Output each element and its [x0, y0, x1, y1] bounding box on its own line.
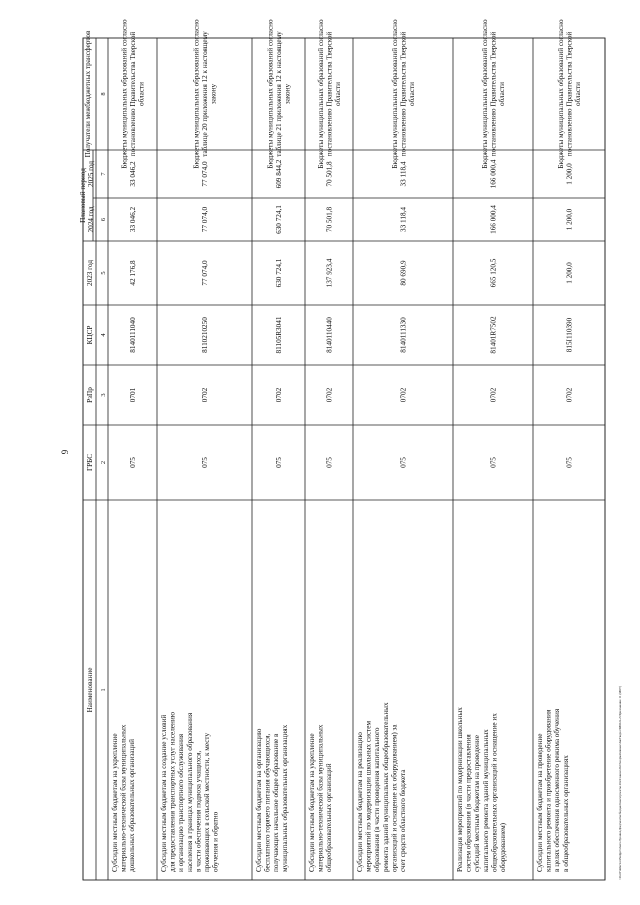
row-name: капитального ремонта зданий муниципальных	[481, 729, 490, 872]
column-number: 7	[100, 172, 107, 176]
header-2025: 2025 год	[87, 161, 95, 187]
row-name: в общеобразовательных организациях	[561, 755, 570, 872]
row-grbs: 075	[489, 457, 498, 468]
row-name: проживающих в сельской местности, к месту	[203, 732, 211, 872]
row-name: Реализация мероприятий по модернизации школьных	[456, 707, 464, 872]
row-recipients: постановлению Правительства Тверской	[129, 31, 137, 157]
header-grbs: ГРБС	[86, 453, 94, 472]
row-recipients: области	[574, 81, 583, 107]
row-2025: 1 200,0	[565, 163, 574, 185]
row-recipients: Бюджеты муниципальных образований согласно	[120, 19, 129, 169]
row-kcsr: 815I110390	[565, 317, 574, 353]
row-rzpr: 0702	[201, 387, 209, 403]
row-rzpr: 0702	[399, 387, 408, 403]
row-recipients: таблице 20 приложения 12 к настоящему	[201, 31, 209, 157]
footer-file-path: \\PortFolder\ko\Budget\Users\Лукина\Документы\бюджетные\проекты 2024\закон\2023\нормативные\ЗакТверь\ПИ00-9-2\Приложение 11 (МБТ)	[618, 685, 622, 880]
row-grbs: 075	[399, 457, 408, 468]
row-recipients: закону	[209, 83, 218, 105]
column-number: 5	[100, 271, 107, 275]
row-recipients: области	[408, 81, 417, 107]
row-kcsr: 81105R3041	[275, 316, 283, 354]
row-name: организаций и оснащение их оборудованием) за	[390, 724, 399, 872]
row-name: Субсидии местным бюджетам на укрепление	[111, 733, 119, 872]
header-kcsr: КЦСР	[86, 325, 94, 345]
header-plan-period: Плановый период	[79, 168, 87, 223]
column-number: 6	[100, 217, 107, 222]
column-number: 1	[100, 688, 107, 692]
header-2023: 2023 год	[86, 260, 94, 286]
column-number: 3	[100, 393, 107, 397]
row-name: и организацию транспортного обслуживания	[177, 733, 186, 872]
row-recipients: области	[334, 81, 343, 107]
row-2025: 77 074,0	[201, 161, 209, 187]
row-recipients: Бюджеты муниципальных образований согласно	[316, 19, 325, 169]
row-name: дошкольных образовательных организаций	[128, 739, 137, 872]
header-rzpr: РзПр	[86, 387, 94, 403]
row-2024: 33 118,4	[399, 207, 408, 232]
row-recipients: постановлению Правительства Тверской	[489, 31, 498, 157]
header-name: Наименование	[86, 667, 94, 713]
row-kcsr: 8140111040	[129, 317, 137, 353]
row-recipients: таблице 21 приложения 12 к настоящему	[275, 31, 283, 157]
row-2023: 630 724,1	[275, 258, 283, 288]
row-2025: 33 046,2	[129, 161, 137, 187]
row-name: систем образования (в части предоставления	[464, 734, 473, 872]
row-2024: 1 200,0	[565, 208, 574, 231]
row-rzpr: 0701	[129, 387, 137, 403]
row-name: Субсидии местным бюджетам на организацию	[255, 728, 263, 872]
row-grbs: 075	[325, 457, 334, 468]
row-rzpr: 0702	[565, 387, 574, 403]
row-name: обучения и обратно	[211, 811, 220, 872]
row-recipients: Бюджеты муниципальных образований согласно	[192, 19, 201, 169]
transfers-table	[79, 19, 605, 880]
row-2024: 77 074,0	[201, 206, 209, 233]
row-name: бесплатного горячего питания обучающихся,	[263, 733, 272, 872]
column-number: 2	[100, 460, 107, 465]
row-rzpr: 0702	[489, 387, 498, 403]
row-2023: 665 120,5	[489, 258, 498, 288]
page-number: 9	[60, 449, 70, 455]
row-2023: 1 200,0	[565, 262, 574, 284]
header-2024: 2024 год	[87, 206, 95, 233]
row-name: мероприятий по модернизации школьных систем	[364, 720, 373, 872]
row-recipients: постановлению Правительства Тверской	[565, 31, 574, 157]
row-grbs: 075	[129, 457, 137, 468]
row-recipients: Бюджеты муниципальных образований согласно	[556, 19, 565, 169]
row-recipients: постановлению Правительства Тверской	[399, 31, 408, 157]
row-2024: 33 046,2	[129, 206, 137, 233]
row-2024: 166 000,4	[489, 205, 498, 234]
row-name: Субсидии местным бюджетам на проведение	[536, 733, 544, 872]
row-recipients: области	[137, 81, 146, 107]
row-name: субсидий местным бюджетам на проведение	[473, 735, 482, 872]
column-number: 8	[100, 92, 107, 96]
row-name: счет средств областного бюджета	[399, 769, 407, 872]
row-name: общеобразовательных организаций и оснащение их	[490, 713, 499, 872]
row-rzpr: 0702	[275, 387, 283, 403]
row-name: Субсидии местным бюджетам на реализацию	[356, 732, 364, 872]
row-kcsr: 8140111330	[399, 317, 408, 353]
row-name: Субсидии местным бюджетам на создание условий	[160, 714, 168, 872]
row-kcsr: 8110210250	[201, 317, 209, 353]
row-name: образования (в части проведения капитального	[373, 727, 382, 872]
row-name: материально-технической базы муниципальных	[119, 724, 128, 872]
row-name: населения в границах муниципального образования	[185, 712, 194, 872]
row-recipients: закону	[283, 83, 292, 105]
row-grbs: 075	[275, 457, 283, 468]
row-recipients: Бюджеты муниципальных образований согласно	[266, 19, 275, 169]
row-2023: 77 074,0	[201, 260, 209, 286]
row-name: ремонта зданий муниципальных общеобразовательных	[381, 702, 390, 872]
row-recipients: области	[498, 81, 507, 107]
row-2025: 33 118,4	[399, 161, 408, 187]
row-recipients: постановлению Правительства Тверской	[325, 31, 334, 157]
row-kcsr: 81401R7502	[489, 316, 498, 354]
row-kcsr: 8140110440	[325, 317, 334, 353]
row-2024: 70 501,8	[325, 206, 334, 233]
row-2025: 166 000,4	[489, 159, 498, 189]
row-name: капитального ремонта и приобретение оборудования	[544, 709, 553, 872]
row-recipients: Бюджеты муниципальных образований согласно	[480, 19, 489, 169]
row-2024: 630 724,1	[275, 205, 283, 234]
row-name: Субсидии местным бюджетам на укрепление	[308, 733, 316, 872]
row-rzpr: 0702	[325, 387, 334, 403]
row-name: материально-технической базы муниципальных	[316, 724, 325, 872]
row-recipients: Бюджеты муниципальных образований согласно	[390, 19, 399, 169]
row-name: в целях обеспечения односменного режима обучения	[553, 708, 562, 872]
row-name: получающих начальное общее образование в	[272, 733, 281, 872]
row-2023: 80 690,9	[399, 260, 408, 286]
row-2023: 42 176,8	[129, 260, 137, 286]
row-name: оборудованием)	[499, 822, 507, 872]
row-2023: 137 923,4	[325, 258, 334, 288]
row-2025: 70 501,8	[325, 161, 334, 187]
header-recipients: Получатели межбюджетных трансфертов	[84, 30, 92, 158]
row-name: общеобразовательных организаций	[325, 763, 334, 872]
row-grbs: 075	[565, 457, 574, 468]
row-name: для предоставления транспортных услуг населению	[168, 711, 177, 872]
row-name: муниципальных образовательных организациях	[280, 724, 289, 872]
row-2025: 609 844,2	[275, 159, 283, 189]
column-number: 4	[100, 333, 107, 337]
row-grbs: 075	[201, 457, 209, 468]
row-name: в части обеспечения подвоза учащихся,	[194, 750, 203, 872]
